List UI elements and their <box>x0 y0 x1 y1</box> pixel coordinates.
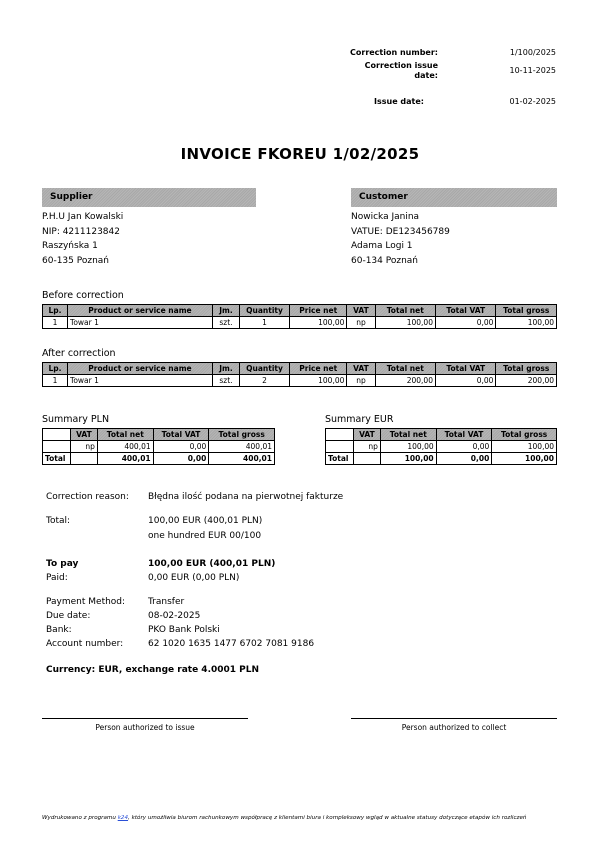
table-header-row <box>326 429 557 441</box>
total-in-words: one hundred EUR 00/100 <box>148 531 262 541</box>
cell-total-vat: 0,00 <box>436 441 492 453</box>
issue-date-label: Issue date: <box>374 97 424 106</box>
supplier-nip: NIP: 4211123842 <box>42 226 120 237</box>
total-net: 400,01 <box>97 453 153 465</box>
bank-label: Bank: <box>46 625 72 635</box>
customer-details <box>351 210 450 268</box>
to-pay-label: To pay <box>46 559 79 569</box>
customer-city: 60-134 Poznań <box>351 255 418 266</box>
supplier-city: 60-135 Poznań <box>42 255 109 266</box>
footer-text-after: , który umożliwia biurom rachunkowym współpracę z klientami biura i kompleksowy wgląd w aktualne statusy dotyczące etapów ich rozliczeń <box>128 815 527 821</box>
cell-lp: 1 <box>43 375 68 387</box>
after-correction-table <box>42 362 557 387</box>
footer-text-before: Wydrukowano z programu <box>42 815 118 821</box>
footer-note <box>42 815 582 821</box>
cell-quantity: 1 <box>240 317 290 329</box>
footer-link-k24[interactable]: k24 <box>117 815 129 821</box>
col-name: Product or service name <box>68 363 213 375</box>
total-label: Total <box>326 453 354 465</box>
issue-signature-line <box>42 718 248 719</box>
summary-pln-table <box>42 428 275 465</box>
cell-vat: np <box>347 317 375 329</box>
currency-note: Currency: EUR, exchange rate 4.0001 PLN <box>46 665 260 675</box>
correction-number-label: Correction number: <box>350 48 438 57</box>
total-gross: 100,00 <box>492 453 557 465</box>
col-total-net: Total net <box>375 363 435 375</box>
issue-signature-label: Person authorized to issue <box>95 723 195 732</box>
col-vat: VAT <box>353 429 380 441</box>
total-label: Total: <box>46 516 71 526</box>
due-date: 08-02-2025 <box>148 611 201 621</box>
customer-name: Nowicka Janina <box>351 212 420 222</box>
customer-vat: VATUE: DE123456789 <box>351 226 450 237</box>
col-total-vat: Total VAT <box>435 363 495 375</box>
issue-date: 01-02-2025 <box>509 97 556 106</box>
col-price-net: Price net <box>290 363 347 375</box>
empty-cell <box>43 441 71 453</box>
col-price-net: Price net <box>290 305 347 317</box>
col-total-vat: Total VAT <box>435 305 495 317</box>
payment-method-label: Payment Method: <box>46 597 126 607</box>
cell-total-vat: 0,00 <box>153 441 209 453</box>
col-quantity: Quantity <box>240 305 290 317</box>
paid-label: Paid: <box>46 573 68 583</box>
cell-unit: szt. <box>212 317 239 329</box>
collect-signature-label: Person authorized to collect <box>401 723 507 732</box>
supplier-details <box>42 210 123 268</box>
total-row <box>43 453 275 465</box>
empty-cell <box>326 441 354 453</box>
cell-total-net: 100,00 <box>380 441 436 453</box>
correction-reason-label: Correction reason: <box>46 492 129 502</box>
col-total-gross: Total gross <box>496 305 557 317</box>
cell-total-net: 400,01 <box>97 441 153 453</box>
summary-eur-table <box>325 428 557 465</box>
bank: PKO Bank Polski <box>148 625 220 635</box>
correction-issue-date-label-line1: Correction issue <box>364 61 438 70</box>
total-vat: 0,00 <box>436 453 492 465</box>
before-correction-table <box>42 304 557 329</box>
col-lp: Lp. <box>43 363 68 375</box>
table-row <box>43 441 275 453</box>
empty-corner <box>326 429 354 441</box>
col-total-net: Total net <box>375 305 435 317</box>
col-total-gross: Total gross <box>209 429 275 441</box>
table-header-row <box>43 363 557 375</box>
col-vat: VAT <box>347 363 375 375</box>
supplier-street: Raszyńska 1 <box>42 241 98 251</box>
col-total-gross: Total gross <box>492 429 557 441</box>
customer-heading: Customer <box>351 188 557 207</box>
account-number-label: Account number: <box>46 639 124 649</box>
cell-total-gross: 100,00 <box>496 317 557 329</box>
correction-issue-date-label-line2: date: <box>414 71 438 80</box>
total-row <box>326 453 557 465</box>
col-lp: Lp. <box>43 305 68 317</box>
col-total-vat: Total VAT <box>436 429 492 441</box>
total-gross: 400,01 <box>209 453 275 465</box>
after-correction-label: After correction <box>42 348 116 359</box>
cell-vat: np <box>347 375 375 387</box>
cell-unit: szt. <box>212 375 239 387</box>
col-total-vat: Total VAT <box>153 429 209 441</box>
empty-corner <box>43 429 71 441</box>
cell-total-vat: 0,00 <box>435 317 495 329</box>
supplier-name: P.H.U Jan Kowalski <box>42 212 124 222</box>
summary-pln-label: Summary PLN <box>42 414 110 425</box>
col-vat: VAT <box>347 305 375 317</box>
cell-total-gross: 200,00 <box>496 375 557 387</box>
col-total-gross: Total gross <box>496 363 557 375</box>
total-vat: 0,00 <box>153 453 209 465</box>
cell-total-gross: 100,00 <box>492 441 557 453</box>
account-number: 62 1020 1635 1477 6702 7081 9186 <box>148 639 315 649</box>
col-total-net: Total net <box>97 429 153 441</box>
paid-value: 0,00 EUR (0,00 PLN) <box>148 573 240 583</box>
correction-number: 1/100/2025 <box>509 48 556 57</box>
col-vat: VAT <box>70 429 97 441</box>
correction-issue-date: 10-11-2025 <box>509 66 556 75</box>
col-name: Product or service name <box>68 305 213 317</box>
to-pay-value: 100,00 EUR (400,01 PLN) <box>148 559 276 569</box>
empty-cell <box>70 453 97 465</box>
supplier-heading: Supplier <box>42 188 256 207</box>
cell-total-vat: 0,00 <box>435 375 495 387</box>
payment-method: Transfer <box>148 597 185 607</box>
before-correction-label: Before correction <box>42 290 124 301</box>
col-unit: Jm. <box>212 305 239 317</box>
cell-price-net: 100,00 <box>290 317 347 329</box>
col-quantity: Quantity <box>240 363 290 375</box>
cell-total-net: 100,00 <box>375 317 435 329</box>
cell-name: Towar 1 <box>68 317 213 329</box>
customer-street: Adama Logi 1 <box>351 241 413 251</box>
col-unit: Jm. <box>212 363 239 375</box>
total-label: Total <box>43 453 71 465</box>
table-header-row <box>43 305 557 317</box>
collect-signature-line <box>351 718 557 719</box>
cell-vat: np <box>70 441 97 453</box>
table-row <box>43 317 557 329</box>
empty-cell <box>353 453 380 465</box>
total-net: 100,00 <box>380 453 436 465</box>
table-row <box>326 441 557 453</box>
cell-lp: 1 <box>43 317 68 329</box>
table-header-row <box>43 429 275 441</box>
total-value: 100,00 EUR (400,01 PLN) <box>148 516 263 526</box>
cell-total-net: 200,00 <box>375 375 435 387</box>
due-date-label: Due date: <box>46 611 91 621</box>
cell-total-gross: 400,01 <box>209 441 275 453</box>
cell-name: Towar 1 <box>68 375 213 387</box>
table-row <box>43 375 557 387</box>
invoice-title: INVOICE FKOREU 1/02/2025 <box>180 145 420 163</box>
cell-price-net: 100,00 <box>290 375 347 387</box>
summary-eur-label: Summary EUR <box>325 414 394 425</box>
correction-issue-date-label <box>318 61 438 81</box>
cell-vat: np <box>353 441 380 453</box>
col-total-net: Total net <box>380 429 436 441</box>
correction-reason: Błędna ilość podana na pierwotnej fakturze <box>148 492 344 502</box>
cell-quantity: 2 <box>240 375 290 387</box>
